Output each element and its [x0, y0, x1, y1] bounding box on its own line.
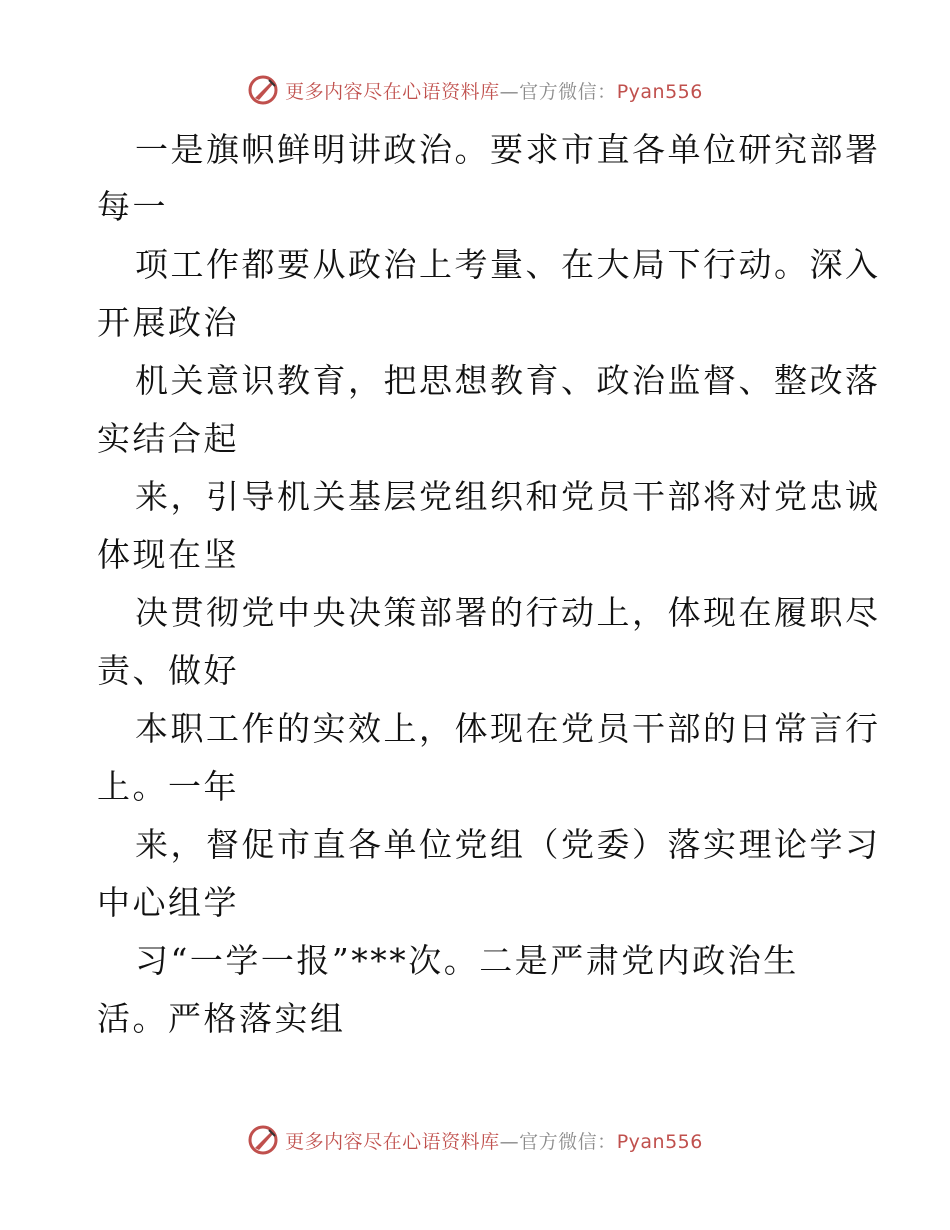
- watermark-brand: 更多内容尽在心语资料库: [285, 1130, 500, 1153]
- text-line: 体现在坚: [97, 535, 239, 574]
- watermark-separator: —: [499, 1130, 520, 1153]
- text-line: 来，督促市直各单位党组（党委）落实理论学习: [135, 825, 881, 864]
- watermark-separator: —: [499, 80, 520, 103]
- footer-watermark: [0, 1120, 950, 1160]
- text-line: 中心组学: [97, 883, 239, 922]
- text-line: 机关意识教育，把思想教育、政治监督、整改落: [135, 361, 881, 400]
- text-line: 项工作都要从政治上考量、在大局下行动。深入: [135, 245, 881, 284]
- text-line: 上。一年: [97, 767, 239, 806]
- watermark-wechat-id: Pyan556: [616, 1130, 703, 1153]
- text-line: 每一: [97, 187, 168, 226]
- text-line: 开展政治: [97, 303, 239, 342]
- text-line: 本职工作的实效上，体现在党员干部的日常言行: [135, 709, 881, 748]
- header-watermark: [0, 70, 950, 110]
- quill-logo-icon: [247, 1124, 279, 1156]
- watermark-wechat-label: 官方微信：: [519, 80, 617, 103]
- text-line: 一是旗帜鲜明讲政治。要求市直各单位研究部署: [135, 130, 881, 169]
- quill-logo-icon: [247, 74, 279, 106]
- text-line: 实结合起: [97, 419, 239, 458]
- text-line: 活。严格落实组: [97, 999, 346, 1038]
- watermark-text: [285, 1127, 703, 1154]
- text-line: 习“一学一报”***次。二是严肃党内政治生: [135, 941, 799, 980]
- text-line: 来，引导机关基层党组织和党员干部将对党忠诚: [135, 477, 881, 516]
- watermark-brand: 更多内容尽在心语资料库: [285, 80, 500, 103]
- watermark-wechat-id: Pyan556: [616, 80, 703, 103]
- watermark-wechat-label: 官方微信：: [519, 1130, 617, 1153]
- text-line: 决贯彻党中央决策部署的行动上，体现在履职尽: [135, 593, 881, 632]
- text-line: 责、做好: [97, 651, 239, 690]
- watermark-text: [285, 77, 703, 104]
